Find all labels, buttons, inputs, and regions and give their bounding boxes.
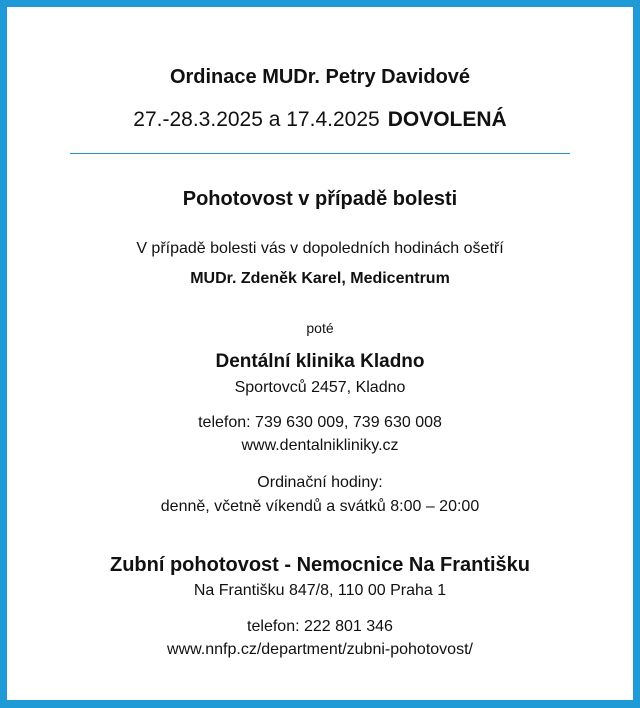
hospital-name: Zubní pohotovost - Nemocnice Na Františku: [109, 554, 531, 576]
dental-clinic-hours-label: Ordinační hodiny:: [257, 474, 383, 491]
emergency-intro: V případě bolesti vás v dopoledních hodinách ošetří: [136, 240, 504, 257]
dental-clinic-website-row: [7, 437, 633, 455]
then-label: poté: [306, 320, 334, 336]
dental-clinic-website-link[interactable]: www.dentalnikliniky.cz: [241, 437, 399, 454]
page-title: Ordinace MUDr. Petry Davidové: [169, 66, 471, 88]
hospital-website-row: [7, 641, 633, 659]
hospital-website-link[interactable]: www.nnfp.cz/department/zubni-pohotovost/: [167, 641, 473, 658]
dental-clinic-address: Sportovců 2457, Kladno: [234, 379, 406, 396]
emergency-heading: Pohotovost v případě bolesti: [182, 188, 458, 210]
vacation-dates: 27.-28.3.2025 a 17.4.2025: [133, 108, 380, 131]
dental-clinic-phone: telefon: 739 630 009, 739 630 008: [198, 414, 442, 431]
vacation-status: DOVOLENÁ: [387, 108, 507, 131]
hospital-phone: telefon: 222 801 346: [247, 618, 393, 635]
emergency-doctor: MUDr. Zdeněk Karel, Medicentrum: [190, 270, 450, 287]
dental-clinic-hours: denně, včetně víkendů a svátků 8:00 – 20:00: [160, 498, 480, 515]
vacation-dates-row: [7, 108, 633, 132]
divider: [70, 153, 570, 154]
dental-clinic-name: Dentální klinika Kladno: [215, 351, 425, 372]
hospital-address: Na Františku 847/8, 110 00 Praha 1: [193, 582, 447, 599]
